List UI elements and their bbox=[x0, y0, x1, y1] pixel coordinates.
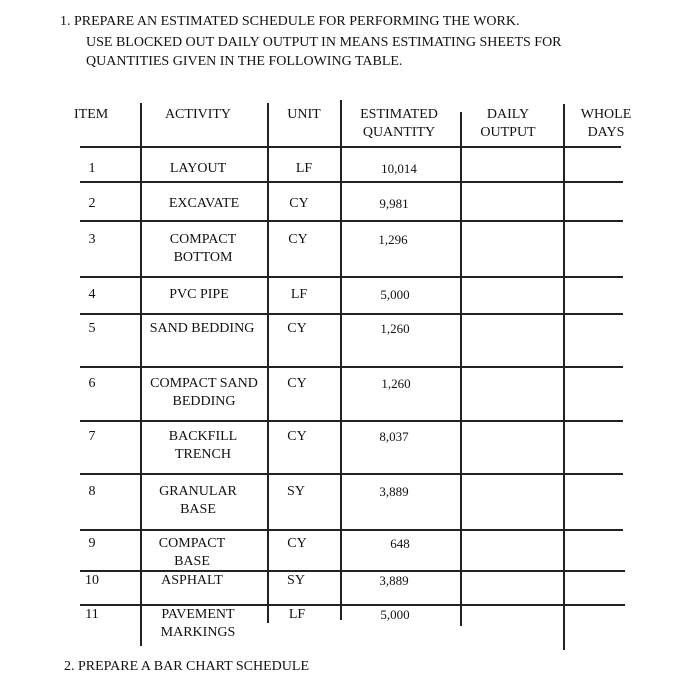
row-divider bbox=[80, 146, 621, 148]
item-number: 1 bbox=[88, 161, 96, 176]
unit: SY bbox=[287, 484, 305, 499]
item-number: 2 bbox=[88, 196, 96, 211]
row-divider bbox=[80, 220, 623, 222]
row-divider bbox=[80, 366, 623, 368]
item-number: 3 bbox=[88, 232, 96, 247]
estimated-quantity: 5,000 bbox=[380, 287, 410, 302]
row-divider bbox=[80, 181, 623, 183]
unit: CY bbox=[287, 536, 307, 551]
estimated-quantity: 1,296 bbox=[378, 232, 408, 247]
row-divider bbox=[80, 313, 623, 315]
activity-name: COMPACT SAND BEDDING bbox=[150, 376, 258, 409]
unit: SY bbox=[287, 573, 305, 588]
header-whole-days: WHOLE DAYS bbox=[580, 107, 632, 140]
activity-name: LAYOUT bbox=[169, 161, 227, 176]
activity-name: COMPACT BASE bbox=[158, 536, 226, 569]
item-number: 11 bbox=[85, 607, 99, 622]
activity-name: GRANULAR BASE bbox=[159, 484, 237, 517]
estimated-quantity: 8,037 bbox=[379, 429, 409, 444]
row-divider bbox=[80, 420, 623, 422]
unit: CY bbox=[287, 321, 307, 336]
header-unit: UNIT bbox=[287, 107, 321, 122]
column-divider bbox=[460, 112, 462, 626]
estimated-quantity: 9,981 bbox=[379, 196, 409, 211]
activity-name: PVC PIPE bbox=[169, 287, 229, 302]
item-number: 7 bbox=[88, 429, 96, 444]
item-number: 6 bbox=[88, 376, 96, 391]
estimated-quantity: 648 bbox=[390, 536, 410, 551]
activity-name: SAND BEDDING bbox=[149, 321, 255, 336]
instruction-bar-chart: 2. PREPARE A BAR CHART SCHEDULE bbox=[64, 659, 309, 674]
instruction-line-1: 1. PREPARE AN ESTIMATED SCHEDULE FOR PERFORMING THE WORK. bbox=[60, 14, 520, 29]
unit: CY bbox=[287, 376, 307, 391]
activity-name: EXCAVATE bbox=[168, 196, 240, 211]
item-number: 5 bbox=[88, 321, 96, 336]
unit: LF bbox=[290, 287, 308, 302]
row-divider bbox=[80, 276, 623, 278]
unit: LF bbox=[288, 607, 306, 622]
unit: CY bbox=[289, 196, 309, 211]
column-divider bbox=[140, 103, 142, 646]
row-divider bbox=[80, 473, 623, 475]
header-activity: ACTIVITY bbox=[164, 107, 232, 122]
estimated-quantity: 1,260 bbox=[381, 376, 411, 391]
item-number: 8 bbox=[88, 484, 96, 499]
instruction-line-3: QUANTITIES GIVEN IN THE FOLLOWING TABLE. bbox=[86, 54, 403, 69]
estimated-quantity: 3,889 bbox=[379, 573, 409, 588]
column-divider bbox=[340, 100, 342, 620]
activity-name: ASPHALT bbox=[161, 573, 223, 588]
column-divider bbox=[563, 104, 565, 650]
unit: LF bbox=[295, 161, 313, 176]
row-divider bbox=[80, 529, 623, 531]
estimated-quantity: 5,000 bbox=[380, 607, 410, 622]
unit: CY bbox=[288, 232, 308, 247]
header-daily-output: DAILY OUTPUT bbox=[480, 107, 536, 140]
activity-name: BACKFILL TRENCH bbox=[168, 429, 238, 462]
instruction-line-2: USE BLOCKED OUT DAILY OUTPUT IN MEANS ESTIMATING SHEETS FOR bbox=[86, 35, 562, 50]
header-item: ITEM bbox=[74, 107, 109, 122]
estimated-quantity: 10,014 bbox=[381, 161, 417, 176]
item-number: 4 bbox=[88, 287, 96, 302]
unit: CY bbox=[287, 429, 307, 444]
activity-name: COMPACT BOTTOM bbox=[169, 232, 237, 265]
header-quantity: ESTIMATED QUANTITY bbox=[360, 107, 438, 140]
item-number: 10 bbox=[85, 573, 99, 588]
activity-name: PAVEMENT MARKINGS bbox=[160, 607, 236, 640]
estimated-quantity: 3,889 bbox=[379, 484, 409, 499]
item-number: 9 bbox=[88, 536, 96, 551]
estimated-quantity: 1,260 bbox=[380, 321, 410, 336]
